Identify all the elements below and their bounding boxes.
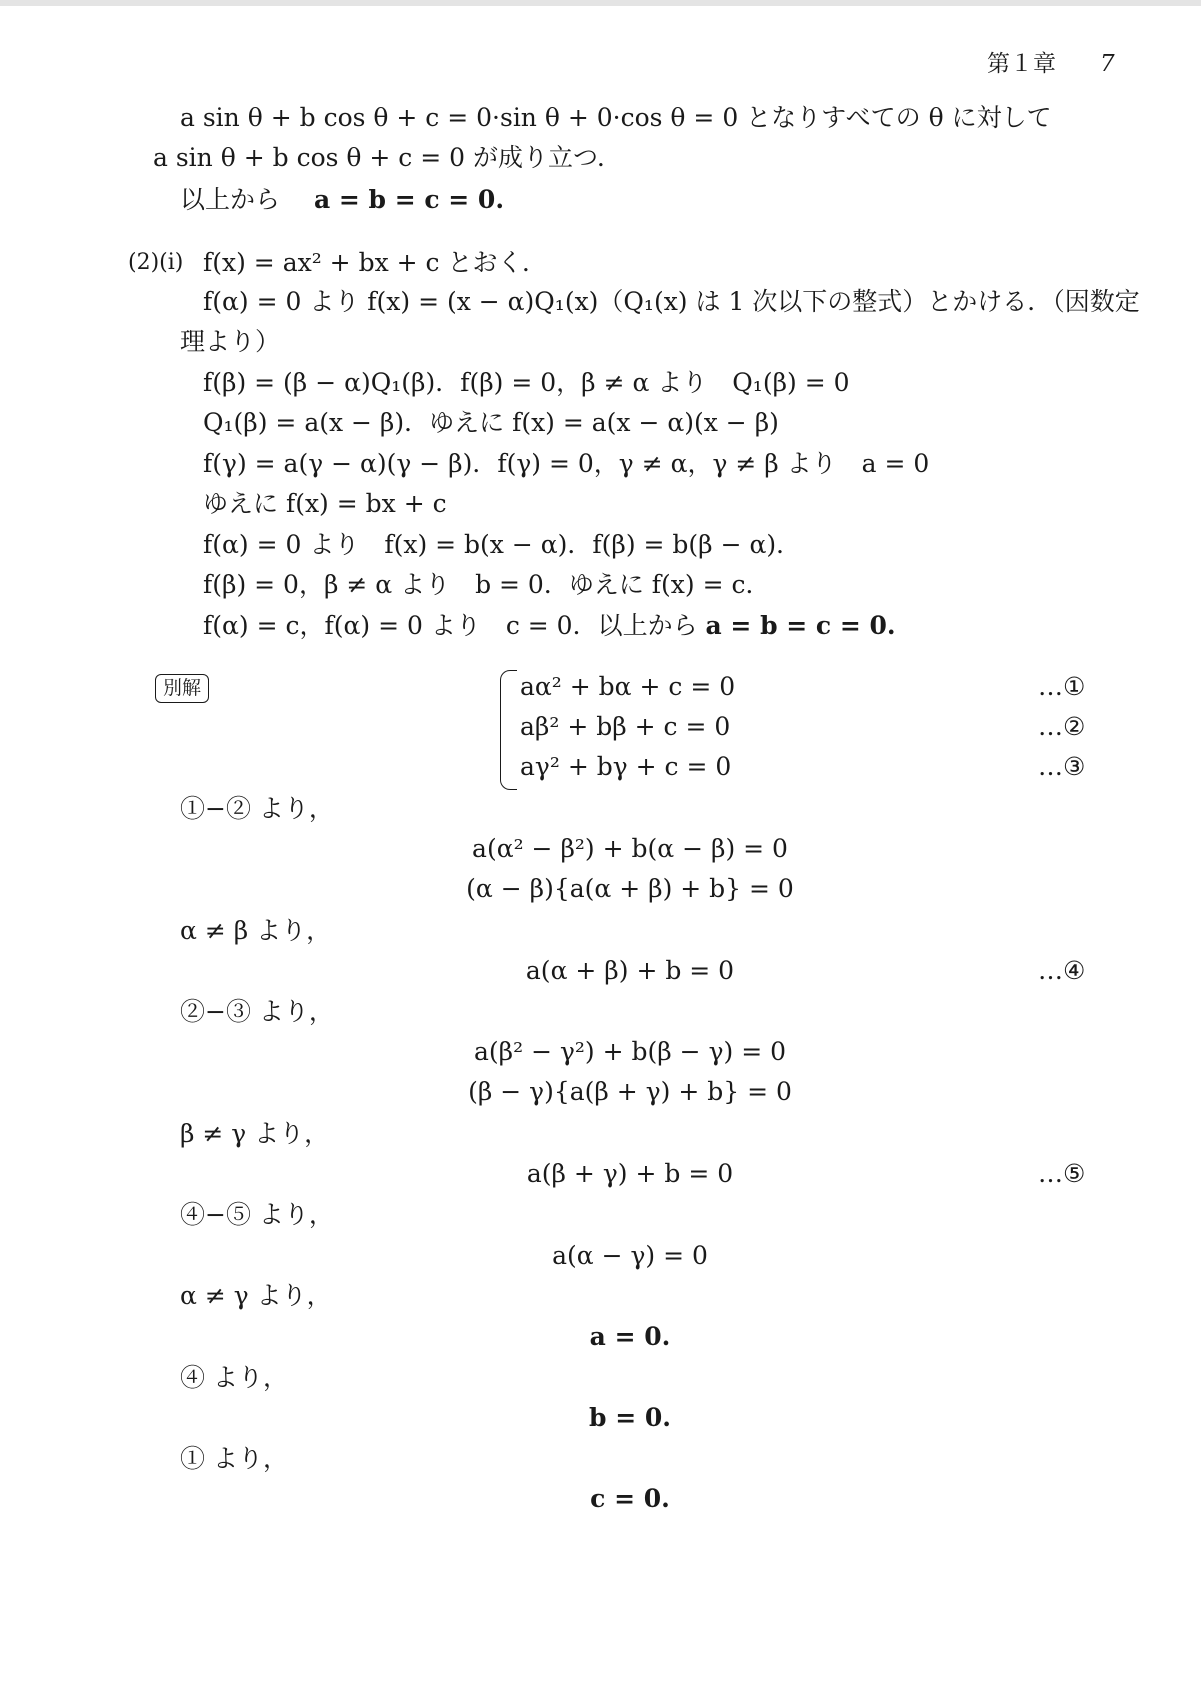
- step-4-tag: …⑤: [1038, 1159, 1086, 1188]
- result-a: a = 0.: [589, 1322, 671, 1351]
- step-5-label: ④−⑤ より，: [180, 1200, 334, 1229]
- step-1-eq-2: (α − β){a(α + β) + b} = 0: [466, 874, 794, 903]
- part2-line-3: 理より）: [180, 327, 281, 356]
- part2-line-6: f(γ) = a(γ − α)(γ − β)．f(γ) = 0，γ ≠ α，γ ≠ β より a = 0: [203, 449, 930, 478]
- step-1-label: ①−② より，: [180, 794, 334, 823]
- system-eq-2: aβ² + bβ + c = 0: [520, 712, 731, 741]
- part1-conclusion: [180, 184, 504, 216]
- part2-line-9: f(β) = 0，β ≠ α より b = 0．ゆえに f(x) = c．: [203, 570, 771, 599]
- result-b: b = 0.: [589, 1403, 671, 1432]
- step-7-label: ④ より，: [180, 1363, 288, 1392]
- part2-line-8: f(α) = 0 より f(x) = b(x − α)．f(β) = b(β − α)．: [203, 530, 802, 559]
- part2-conclusion: a = b = c = 0.: [705, 611, 896, 640]
- system-tag-2: …②: [1038, 712, 1086, 741]
- step-2-tag: …④: [1038, 956, 1086, 985]
- chapter-label: 第１章: [987, 51, 1056, 77]
- page-top-edge: [0, 0, 1201, 6]
- step-4-label: β ≠ γ より，: [180, 1119, 330, 1148]
- page-number: 7: [1100, 51, 1115, 77]
- part2-line-4: f(β) = (β − α)Q₁(β)．f(β) = 0，β ≠ α より Q₁(β) = 0: [203, 368, 850, 397]
- step-8-label: ① より，: [180, 1444, 288, 1473]
- part2-line-1: f(x) = ax² + bx + c とおく．: [203, 248, 547, 277]
- part2-line-7: ゆえに f(x) = bx + c: [203, 489, 447, 518]
- system-tag-1: …①: [1038, 672, 1086, 701]
- part2-label: (2)(i): [128, 250, 184, 275]
- system-brace: [500, 670, 517, 790]
- part2-line-10: [203, 610, 896, 642]
- part2-line-10-text: f(α) = c，f(α) = 0 より c = 0．以上から: [203, 611, 698, 640]
- step-3-eq-1: a(β² − γ²) + b(β − γ) = 0: [473, 1037, 787, 1066]
- part2-line-5: Q₁(β) = a(x − β)．ゆえに f(x) = a(x − α)(x − β): [203, 408, 779, 437]
- step-3-eq-2: (β − γ){a(β + γ) + b} = 0: [468, 1077, 792, 1106]
- step-2-label: α ≠ β より，: [180, 916, 332, 945]
- step-6-label: α ≠ γ より，: [180, 1281, 332, 1310]
- part1-conclusion-prefix: 以上から: [180, 185, 281, 214]
- step-5-eq: a(α − γ) = 0: [552, 1241, 708, 1270]
- step-2-eq: a(α + β) + b = 0: [525, 956, 735, 985]
- alt-solution-badge: 別解: [155, 674, 209, 703]
- system-eq-1: aα² + bα + c = 0: [520, 672, 736, 701]
- step-1-eq-1: a(α² − β²) + b(α − β) = 0: [472, 834, 788, 863]
- step-4-eq: a(β + γ) + b = 0: [526, 1159, 734, 1188]
- part1-line-2: a sin θ + b cos θ + c = 0 が成り立つ．: [153, 143, 622, 172]
- system-tag-3: …③: [1038, 752, 1086, 781]
- part2-line-2: f(α) = 0 より f(x) = (x − α)Q₁(x)（Q₁(x) は 1 次以下の整式）とかける．（因数定: [203, 287, 1140, 316]
- part1-line-1: a sin θ + b cos θ + c = 0·sin θ + 0·cos θ = 0 となりすべての θ に対して: [180, 103, 1052, 132]
- part1-conclusion-result: a = b = c = 0.: [313, 185, 505, 214]
- system-eq-3: aγ² + bγ + c = 0: [520, 752, 732, 781]
- result-c: c = 0.: [590, 1484, 670, 1513]
- step-3-label: ②−③ より，: [180, 997, 334, 1026]
